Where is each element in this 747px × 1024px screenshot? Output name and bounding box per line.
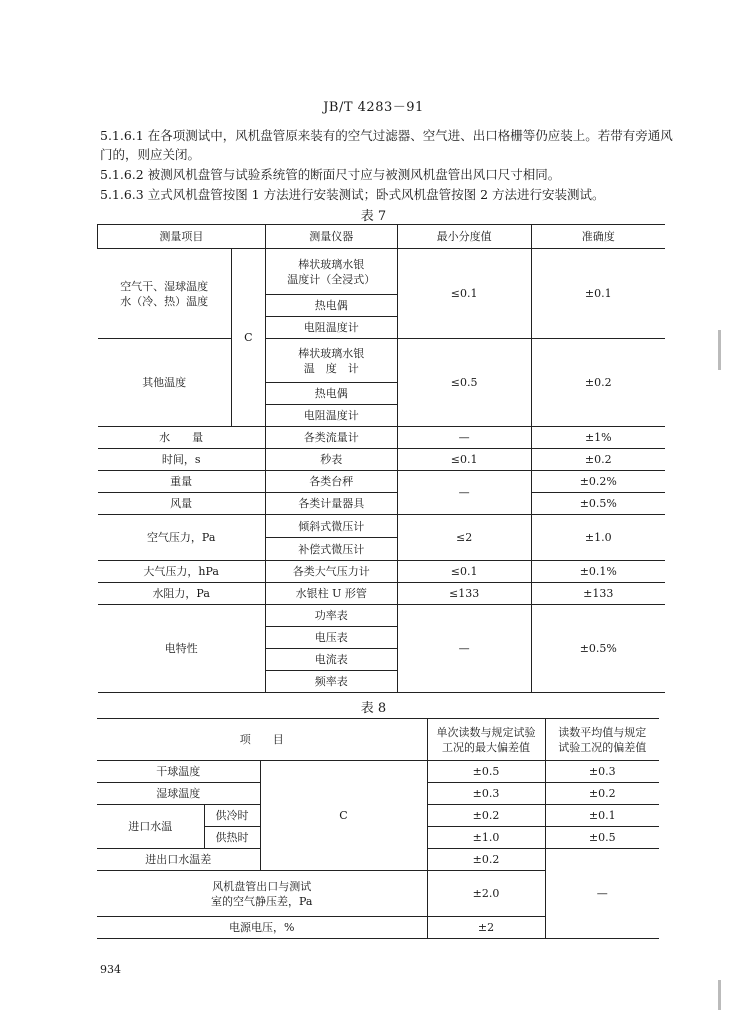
t7-instrument: 各类流量计 [265,427,397,449]
table8-caption: 表 8 [360,701,387,716]
t7-group-c: C [231,249,265,427]
t8-item-inlet-water: 进口水温 [97,805,204,849]
t7-instrument: 电压表 [265,627,397,649]
t7-item-time: 时间，s [98,449,266,471]
t8-item-static-pressure: 风机盘管出口与测试 室的空气静压差，Pa [97,871,427,917]
t7-instrument: 热电偶 [265,383,397,405]
t7-item-water-resistance: 水阻力，Pa [98,583,266,605]
table-8 [97,718,659,939]
t7-item-electric: 电特性 [98,605,266,693]
paragraph-5-1-6-3: 5.1.6.3 立式风机盘管按图 1 方法进行安装测试；卧式风机盘管按图 2 方法进行安装测试。 [100,187,605,202]
t8-max: ±2.0 [427,871,545,917]
t7-instrument: 电阻温度计 [265,405,397,427]
t8-max: ±1.0 [427,827,545,849]
t7-instrument: 电流表 [265,649,397,671]
t8-avg: ±0.3 [545,761,659,783]
t7-item-other-temp: 其他温度 [98,339,232,427]
t8-avg: ±0.2 [545,783,659,805]
t7-instrument: 热电偶 [265,295,397,317]
t7-instrument: 棒状玻璃水银 温度计（全浸式） [265,249,397,295]
scan-edge-mark [718,330,721,370]
t7-instrument: 各类大气压力计 [265,561,397,583]
t8-item-dry-bulb: 干球温度 [97,761,260,783]
t7-min-div: ≤0.1 [397,561,531,583]
t7-accuracy: ±0.5% [531,605,665,693]
t8-avg: ±0.5 [545,827,659,849]
t7-accuracy: ±0.2 [531,339,665,427]
paragraph-5-1-6-2: 5.1.6.2 被测风机盘管与试验系统管的断面尺寸应与被测风机盘管出风口尺寸相同。 [100,167,561,182]
t7-item-weight: 重量 [98,471,266,493]
t7-accuracy: ±0.1 [531,249,665,339]
t8-header-item: 项 目 [97,719,427,761]
t7-item-air-water-temp: 空气干、湿球温度 水（冷、热）温度 [98,249,232,339]
t7-min-div: — [397,605,531,693]
t8-item-water-temp-diff: 进出口水温差 [97,849,260,871]
t8-subitem-heating: 供热时 [204,827,260,849]
t7-min-div: ≤0.1 [397,449,531,471]
t7-min-div: ≤133 [397,583,531,605]
table7-caption: 表 7 [360,209,387,224]
t7-accuracy: ±0.2% [531,471,665,493]
t8-max: ±0.2 [427,849,545,871]
t8-item-wet-bulb: 湿球温度 [97,783,260,805]
t7-min-div: — [397,471,531,515]
t8-avg: — [545,849,659,939]
t8-item-voltage: 电源电压，% [97,917,427,939]
t7-instrument: 补偿式微压计 [265,538,397,561]
t7-header-instrument: 测量仪器 [265,225,397,249]
t7-header-min-div: 最小分度值 [397,225,531,249]
t7-accuracy: ±1.0 [531,515,665,561]
t7-accuracy: ±0.5% [531,493,665,515]
t7-instrument: 棒状玻璃水银 温 度 计 [265,339,397,383]
t8-header-max-dev: 单次读数与规定试验 工况的最大偏差值 [427,719,545,761]
t8-max: ±2 [427,917,545,939]
t7-instrument: 倾斜式微压计 [265,515,397,538]
t8-avg: ±0.1 [545,805,659,827]
table-7 [97,224,665,693]
t7-instrument: 各类台秤 [265,471,397,493]
t8-group-c: C [260,761,427,871]
t7-instrument: 电阻温度计 [265,317,397,339]
t7-item-water: 水 量 [98,427,266,449]
t7-instrument: 秒表 [265,449,397,471]
t7-min-div: ≤0.1 [397,249,531,339]
t7-instrument: 各类计量器具 [265,493,397,515]
t7-item-atm-pressure: 大气压力，hPa [98,561,266,583]
t7-min-div: ≤2 [397,515,531,561]
t8-max: ±0.2 [427,805,545,827]
standard-header: JB/T 4283－91 [323,100,424,115]
t7-accuracy: ±1% [531,427,665,449]
t7-header-accuracy: 准确度 [531,225,665,249]
t7-accuracy: ±133 [531,583,665,605]
t7-min-div: ≤0.5 [397,339,531,427]
page-number: 934 [100,963,121,976]
t7-accuracy: ±0.2 [531,449,665,471]
t8-header-avg-dev: 读数平均值与规定 试验工况的偏差值 [545,719,659,761]
t8-max: ±0.5 [427,761,545,783]
t8-subitem-cooling: 供冷时 [204,805,260,827]
t7-item-air-pressure: 空气压力，Pa [98,515,266,561]
scan-edge-mark [718,980,721,1010]
t7-header-item: 测量项目 [98,225,266,249]
t7-accuracy: ±0.1% [531,561,665,583]
t7-min-div: — [397,427,531,449]
t7-instrument: 水银柱 U 形管 [265,583,397,605]
t7-instrument: 频率表 [265,671,397,693]
t8-max: ±0.3 [427,783,545,805]
t7-instrument: 功率表 [265,605,397,627]
t7-item-air-volume: 风量 [98,493,266,515]
paragraph-5-1-6-1: 5.1.6.1 在各项测试中，风机盘管原来装有的空气过滤器、空气进、出口格栅等仍应装上。若带有旁通风门的，则应关闭。 [100,128,673,162]
